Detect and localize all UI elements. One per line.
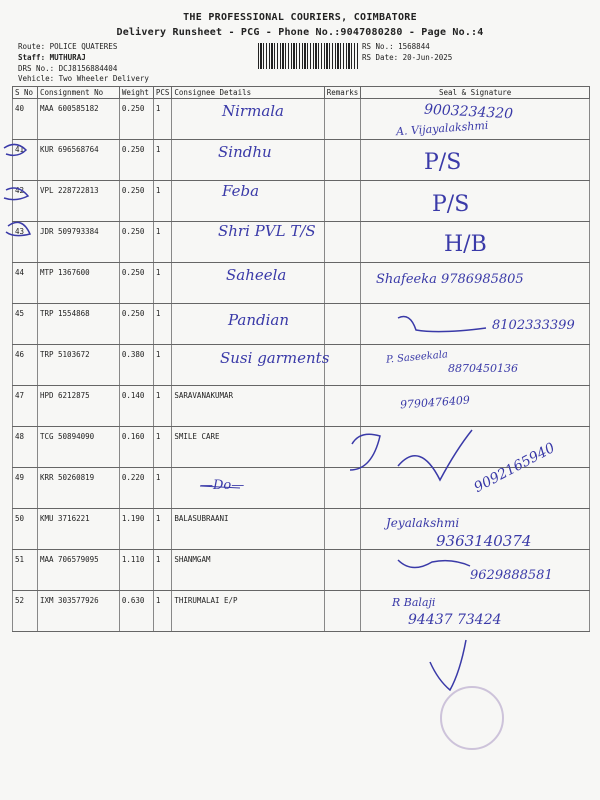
cell-weight: 0.140	[119, 386, 153, 427]
company-title: THE PROFESSIONAL COURIERS, COIMBATORE	[183, 12, 417, 23]
cell-consignment: TRP 5103672	[37, 345, 119, 386]
cell-consignee: THIRUMALAI E/P	[172, 591, 324, 632]
handwritten-phone-47: 9790476409	[399, 393, 471, 412]
vehicle-label: Vehicle: Two Wheeler Delivery	[18, 74, 149, 83]
cell-consignment: TRP 1554868	[37, 304, 119, 345]
cell-consignment: MTP 1367600	[37, 263, 119, 304]
handwritten-phone-51: 9629888581	[470, 568, 553, 583]
cell-sno: 51	[13, 550, 38, 591]
cell-weight: 0.250	[119, 304, 153, 345]
cell-consignment: MAA 706579095	[37, 550, 119, 591]
route-label: Route: POLICE QUATERES	[18, 42, 118, 51]
cell-pcs: 1	[153, 345, 172, 386]
signature-52: R Balaji	[392, 596, 436, 609]
cell-sno: 48	[13, 427, 38, 468]
cell-sno: 44	[13, 263, 38, 304]
signature-43: H/B	[444, 232, 487, 257]
cell-weight: 0.630	[119, 591, 153, 632]
cell-consignment: KUR 696568764	[37, 140, 119, 181]
cell-pcs: 1	[153, 550, 172, 591]
handwritten-name-42: Feba	[222, 182, 260, 200]
cell-pcs: 1	[153, 509, 172, 550]
cell-weight: 0.250	[119, 181, 153, 222]
cell-consignee: SMILE CARE	[172, 427, 324, 468]
cell-pcs: 1	[153, 304, 172, 345]
cell-sno: 50	[13, 509, 38, 550]
col-consignee: Consignee Details	[172, 87, 324, 99]
signature-46: P. Saseekala	[385, 349, 449, 366]
signature-41: P/S	[424, 150, 462, 175]
cell-sno: 43	[13, 222, 38, 263]
handwritten-phone-48: 9092165940	[471, 440, 558, 496]
signature-40: A. Vijayalakshmi	[395, 118, 489, 139]
drs-label: DRS No.: DCJ8156884404	[18, 64, 118, 73]
handwritten-name-49: —Do—	[200, 478, 245, 493]
cell-pcs: 1	[153, 427, 172, 468]
cell-consignee: SARAVANAKUMAR	[172, 386, 324, 427]
cell-weight: 0.250	[119, 99, 153, 140]
faint-stamp	[440, 686, 504, 750]
rs-number: RS No.: 1568844	[362, 42, 430, 51]
cell-pcs: 1	[153, 591, 172, 632]
cell-weight: 1.110	[119, 550, 153, 591]
handwritten-phone-45: 8102333399	[492, 318, 575, 333]
col-weight: Weight	[119, 87, 153, 99]
cell-consignment: TCG 50894090	[37, 427, 119, 468]
cell-pcs: 1	[153, 222, 172, 263]
col-sno: S No	[13, 87, 38, 99]
cell-pcs: 1	[153, 468, 172, 509]
col-signature: Seal & Signature	[361, 87, 590, 99]
cell-sno: 45	[13, 304, 38, 345]
handwritten-name-40: Nirmala	[222, 102, 284, 120]
cell-weight: 0.380	[119, 345, 153, 386]
handwritten-phone-46: 8870450136	[448, 362, 518, 375]
signature-42: P/S	[432, 192, 470, 217]
handwritten-phone-52: 94437 73424	[408, 612, 502, 628]
cell-sno: 52	[13, 591, 38, 632]
cell-pcs: 1	[153, 263, 172, 304]
cell-consignee: BALASUBRAANI	[172, 509, 324, 550]
cell-consignment: VPL 228722813	[37, 181, 119, 222]
cell-consignment: HPD 6212875	[37, 386, 119, 427]
cell-weight: 1.190	[119, 509, 153, 550]
cell-sno: 41	[13, 140, 38, 181]
col-consignment: Consignment No	[37, 87, 119, 99]
handwritten-phone-50: 9363140374	[436, 532, 532, 550]
cell-weight: 0.250	[119, 140, 153, 181]
cell-consignment: MAA 600585182	[37, 99, 119, 140]
cell-consignment: KRR 50260819	[37, 468, 119, 509]
cell-sno: 47	[13, 386, 38, 427]
cell-sno: 40	[13, 99, 38, 140]
rs-date: RS Date: 20-Jun-2025	[362, 53, 453, 62]
handwritten-name-46: Susi garments	[220, 349, 330, 367]
cell-weight: 0.220	[119, 468, 153, 509]
signature-50: Jeyalakshmi	[386, 516, 460, 530]
cell-consignment: KMU 3716221	[37, 509, 119, 550]
cell-weight: 0.160	[119, 427, 153, 468]
cell-consignee: SHANMGAM	[172, 550, 324, 591]
cell-consignment: JDR 509793384	[37, 222, 119, 263]
cell-pcs: 1	[153, 99, 172, 140]
signature-44: Shafeeka 9786985805	[376, 272, 524, 287]
cell-sno: 49	[13, 468, 38, 509]
handwritten-name-44: Saheela	[226, 266, 287, 284]
cell-weight: 0.250	[119, 263, 153, 304]
staff-label: Staff: MUTHURAJ	[18, 53, 86, 62]
handwritten-phone-40: 9003234320	[423, 101, 514, 123]
handwritten-name-43: Shri PVL T/S	[218, 222, 316, 240]
cell-consignment: IXM 303577926	[37, 591, 119, 632]
col-remarks: Remarks	[324, 87, 361, 99]
cell-sno: 46	[13, 345, 38, 386]
cell-pcs: 1	[153, 386, 172, 427]
col-pcs: PCS	[153, 87, 172, 99]
runsheet-subtitle: Delivery Runsheet - PCG - Phone No.:9047080280 - Page No.:4	[116, 27, 484, 38]
handwritten-name-45: Pandian	[228, 311, 290, 329]
cell-pcs: 1	[153, 181, 172, 222]
handwritten-name-41: Sindhu	[218, 143, 272, 161]
cell-sno: 42	[13, 181, 38, 222]
cell-pcs: 1	[153, 140, 172, 181]
cell-weight: 0.250	[119, 222, 153, 263]
